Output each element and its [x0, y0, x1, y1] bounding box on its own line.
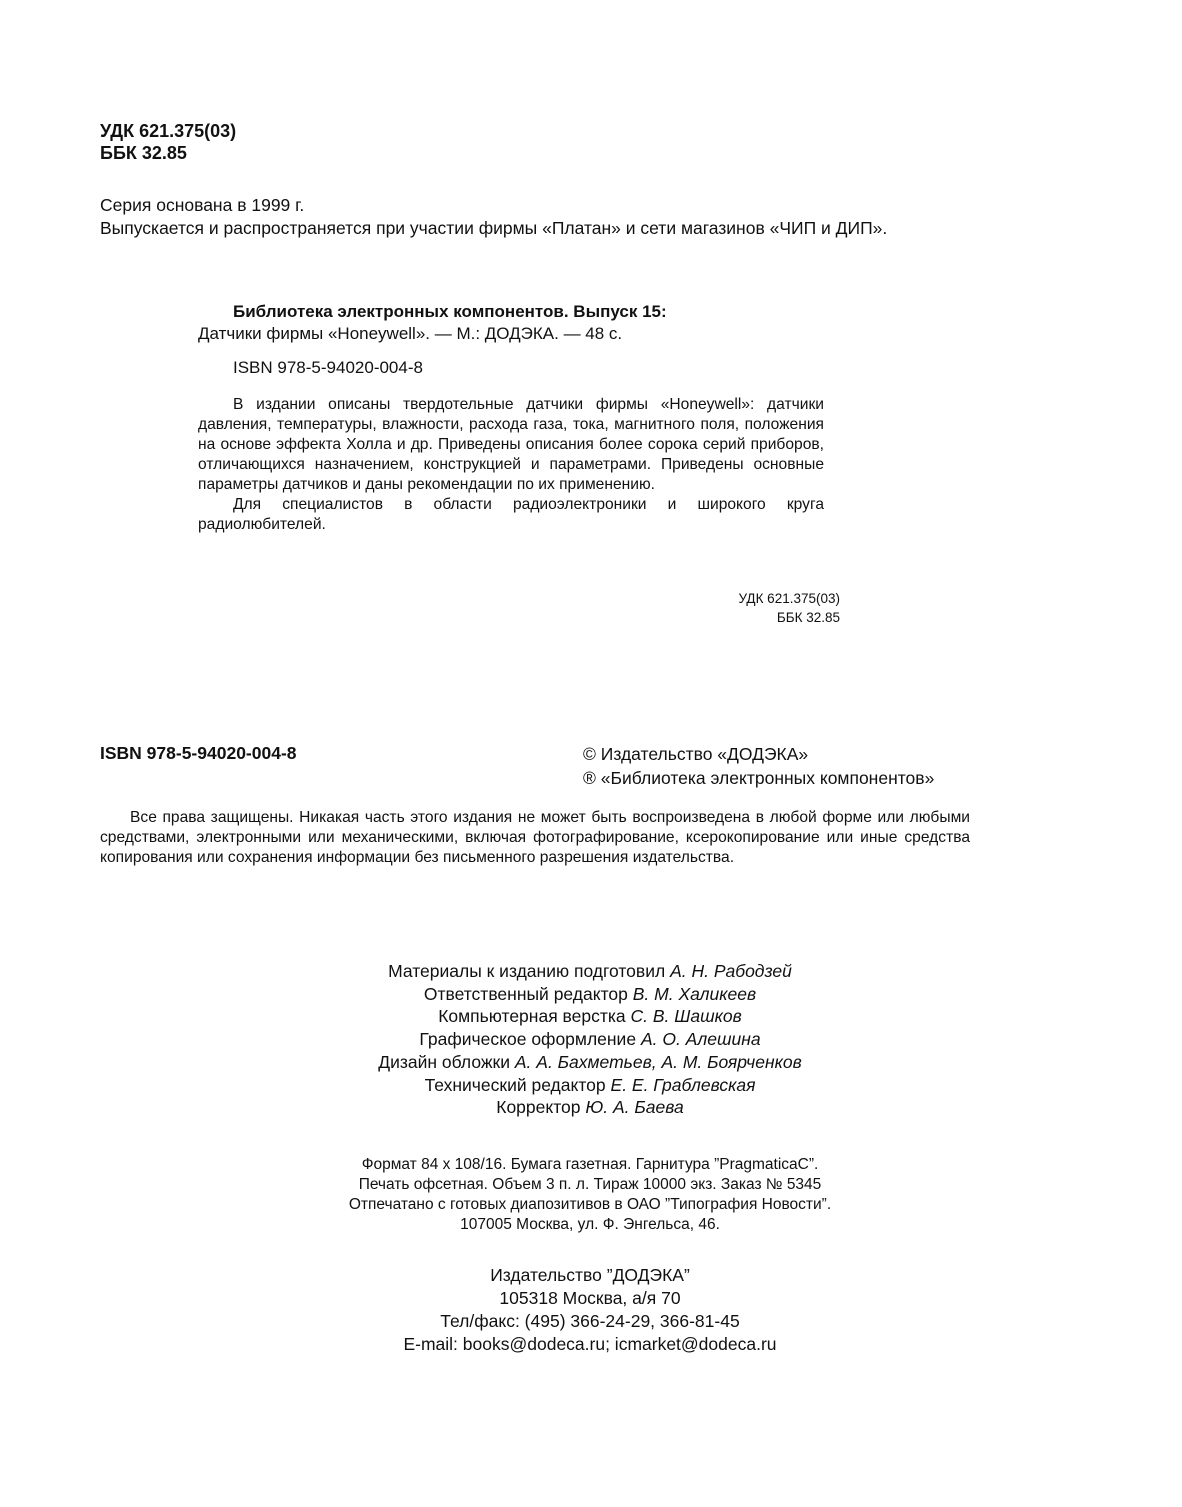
credit-line	[290, 1028, 890, 1051]
credit-line	[290, 983, 890, 1006]
udk-right-block	[640, 589, 840, 627]
bbk-code: ББК 32.85	[100, 143, 187, 163]
udk-header	[100, 120, 236, 164]
book-isbn: ISBN 978-5-94020-004-8	[233, 358, 423, 377]
bbk-code-small: ББК 32.85	[776, 610, 840, 625]
credits-list	[290, 960, 890, 1119]
rights-text: Все права защищены. Никакая часть этого издания не может быть воспроизведена в любой форме или любыми средствами, электронными или механическими, включая фотографирование, ксерокопирование или иные средства копирования или сохранения информации без письменного разрешения издательства.	[100, 809, 970, 866]
credit-role: Корректор	[496, 1097, 581, 1118]
credit-person: А. Н. Рабодзей	[670, 961, 792, 981]
book-subtitle: Датчики фирмы «Honeywell». — М.: ДОДЭКА. — 48 с.	[198, 324, 623, 343]
credit-line	[290, 1096, 890, 1119]
bibliographic-record	[198, 301, 838, 379]
credit-person: С. В. Шашков	[630, 1006, 742, 1027]
udk-code-small: УДК 621.375(03)	[738, 591, 840, 606]
publisher-address: 105318 Москва, а/я 70	[499, 1288, 681, 1308]
credit-role: Технический редактор	[424, 1074, 606, 1095]
printing-house-address: 107005 Москва, ул. Ф. Энгельса, 46.	[460, 1216, 720, 1233]
printing-house: Отпечатано с готовых диапозитивов в ОАО ”Типография Новости”.	[348, 1196, 832, 1213]
series-distribution: Выпускается и распространяется при участии фирмы «Платан» и сети магазинов «ЧИП и ДИП».	[100, 218, 888, 238]
publisher-phone: Тел/факс: (495) 366-24-29, 366-81-45	[440, 1311, 740, 1331]
copyright-publisher: © Издательство «ДОДЭКА»	[583, 744, 809, 764]
credit-person: В. М. Халикеев	[632, 983, 757, 1004]
book-title: Библиотека электронных компонентов. Выпуск 15:	[233, 302, 667, 321]
credit-person: Ю. А. Баева	[585, 1097, 684, 1118]
abstract-paragraph: Для специалистов в области радиоэлектроники и широкого круга радиолюбителей.	[198, 496, 824, 533]
credit-line	[290, 960, 890, 983]
print-info	[290, 1155, 890, 1235]
rights-notice	[100, 808, 970, 868]
credit-role: Компьютерная верстка	[438, 1006, 626, 1027]
credit-role: Дизайн обложки	[378, 1051, 510, 1072]
credit-role: Материалы к изданию подготовил	[388, 961, 666, 981]
credit-person: А. О. Алешина	[640, 1029, 761, 1050]
credit-person: А. А. Бахметьев, А. М. Боярченков	[514, 1051, 802, 1072]
series-info	[100, 194, 887, 240]
credit-line	[290, 1005, 890, 1028]
udk-code: УДК 621.375(03)	[100, 121, 237, 141]
print-run: Печать офсетная. Объем 3 п. л. Тираж 10000 экз. Заказ № 5345	[358, 1176, 822, 1193]
credit-role: Графическое оформление	[419, 1029, 637, 1050]
credit-person: Е. Е. Граблевская	[610, 1074, 756, 1095]
credit-role: Ответственный редактор	[423, 983, 628, 1004]
series-founded: Серия основана в 1999 г.	[100, 195, 305, 215]
credit-line	[290, 1051, 890, 1074]
print-format: Формат 84 x 108/16. Бумага газетная. Гарнитура ”PragmaticaC”.	[361, 1156, 819, 1173]
publisher-email: E-mail: books@dodeca.ru; icmarket@dodeca.ru	[403, 1334, 777, 1354]
publisher-contacts	[290, 1264, 890, 1356]
abstract	[198, 395, 824, 535]
publisher-name: Издательство ”ДОДЭКА”	[490, 1265, 690, 1285]
abstract-paragraph: В издании описаны твердотельные датчики фирмы «Honeywell»: датчики давления, температуры, влажности, расхода газа, тока, магнитного поля, положения на основе эффекта Холла и др. Приведены описания более сорока серий приборов, отличающихся назначением, конструкцией и параметрами. Приведены основные параметры датчиков и даны рекомендации по их применению.	[198, 396, 824, 493]
copyright-block	[583, 742, 934, 790]
trademark-notice: ® «Библиотека электронных компонентов»	[583, 768, 935, 788]
credit-line	[290, 1074, 890, 1097]
isbn-bold: ISBN 978-5-94020-004-8	[100, 743, 297, 763]
